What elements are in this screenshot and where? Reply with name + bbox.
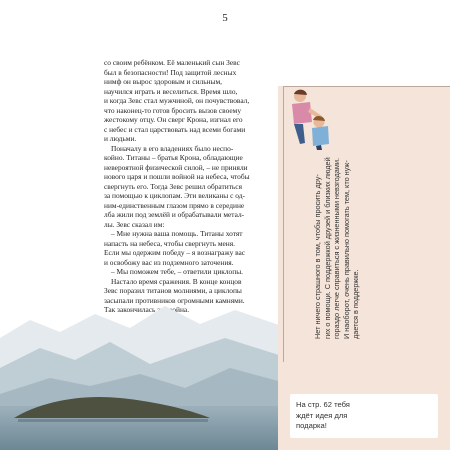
text-line: Так закончилась эта война. [104, 305, 190, 314]
text-line: за помощью к циклопам. Эти великаны с од- [104, 191, 245, 200]
main-text [104, 58, 274, 315]
text-line: научился играть и веселиться. Время шло, [104, 86, 238, 96]
text-line: с небес и стал царствовать над всеми богами [104, 124, 246, 134]
tip-line: гих о помощи. С поддержкой друзей и близких людей [322, 157, 332, 339]
text-line: что наконец-то готов бросить вызов своему [104, 105, 242, 115]
text-line: Зевс поразил титанов молниями, а циклопы [104, 286, 242, 295]
text-line: был в безопасности! Под защитой лесных [104, 67, 237, 77]
mountain-sea-illustration [0, 295, 282, 450]
tip-line: дается в поддержке. [351, 269, 360, 339]
gift-idea-text [296, 400, 436, 432]
tip-line: Нет ничего страшного в том, чтобы просить дру- [313, 174, 322, 339]
tip-line: гораздо легче справиться с жизненными невзгодами. [332, 158, 341, 339]
callout-line: ждёт идея для [296, 410, 348, 420]
gift-idea-callout [290, 394, 438, 438]
text-line: со своим ребёнком. Её маленький сын Зевс [104, 58, 240, 67]
text-line: – Мне нужна ваша помощь. Титаны хотят [111, 229, 243, 238]
text-line: лы. Зевс сказал им: [104, 219, 165, 229]
text-line: невероятной физической силой, – не приняли [104, 162, 248, 172]
text-line: – Мы поможем тебе, – ответили циклопы. [111, 267, 244, 276]
text-line: и когда Зевс стал мужчиной, он почувствовал, [104, 96, 250, 105]
text-line: Поначалу в его владениях было неспо- [111, 143, 234, 153]
text-line: койно. Титаны – братья Крона, обладающие [104, 153, 243, 162]
tip-line: И наоборот, очень правильно помогать тем, кто нуж- [341, 160, 351, 339]
rotated-tip-text [313, 139, 361, 339]
callout-line: На стр. 62 тебя [296, 400, 350, 409]
page-number: 5 [222, 12, 228, 24]
text-line: и освобожу вас из подземного заточения. [104, 257, 234, 267]
text-line: ним-единственным глазом прямо в середине [104, 200, 245, 210]
text-line: засыпали противников огромными камнями. [104, 295, 245, 305]
reflection [18, 419, 208, 422]
text-line: Если мы одержим победу – я вознагражу вас [104, 248, 246, 257]
text-line: лба жили под землёй и обрабатывали метал- [104, 210, 245, 219]
text-line: свергнуть его. Тогда Зевс решил обратиться [104, 181, 242, 191]
text-line: нового царя и пошли войной на небеса, чтобы [104, 172, 250, 181]
text-line: жестокому отцу. Он сверг Крона, изгнал его [104, 115, 243, 124]
callout-line: подарка! [296, 421, 327, 430]
text-line: нимф он вырос здоровым и сильным, [104, 77, 223, 86]
text-line: Настало время сражения. В конце концов [111, 276, 242, 286]
rotated-tip-block [313, 129, 360, 339]
text-line: и людьми. [104, 134, 137, 143]
text-line: напасть на небеса, чтобы свергнуть меня. [104, 238, 236, 248]
